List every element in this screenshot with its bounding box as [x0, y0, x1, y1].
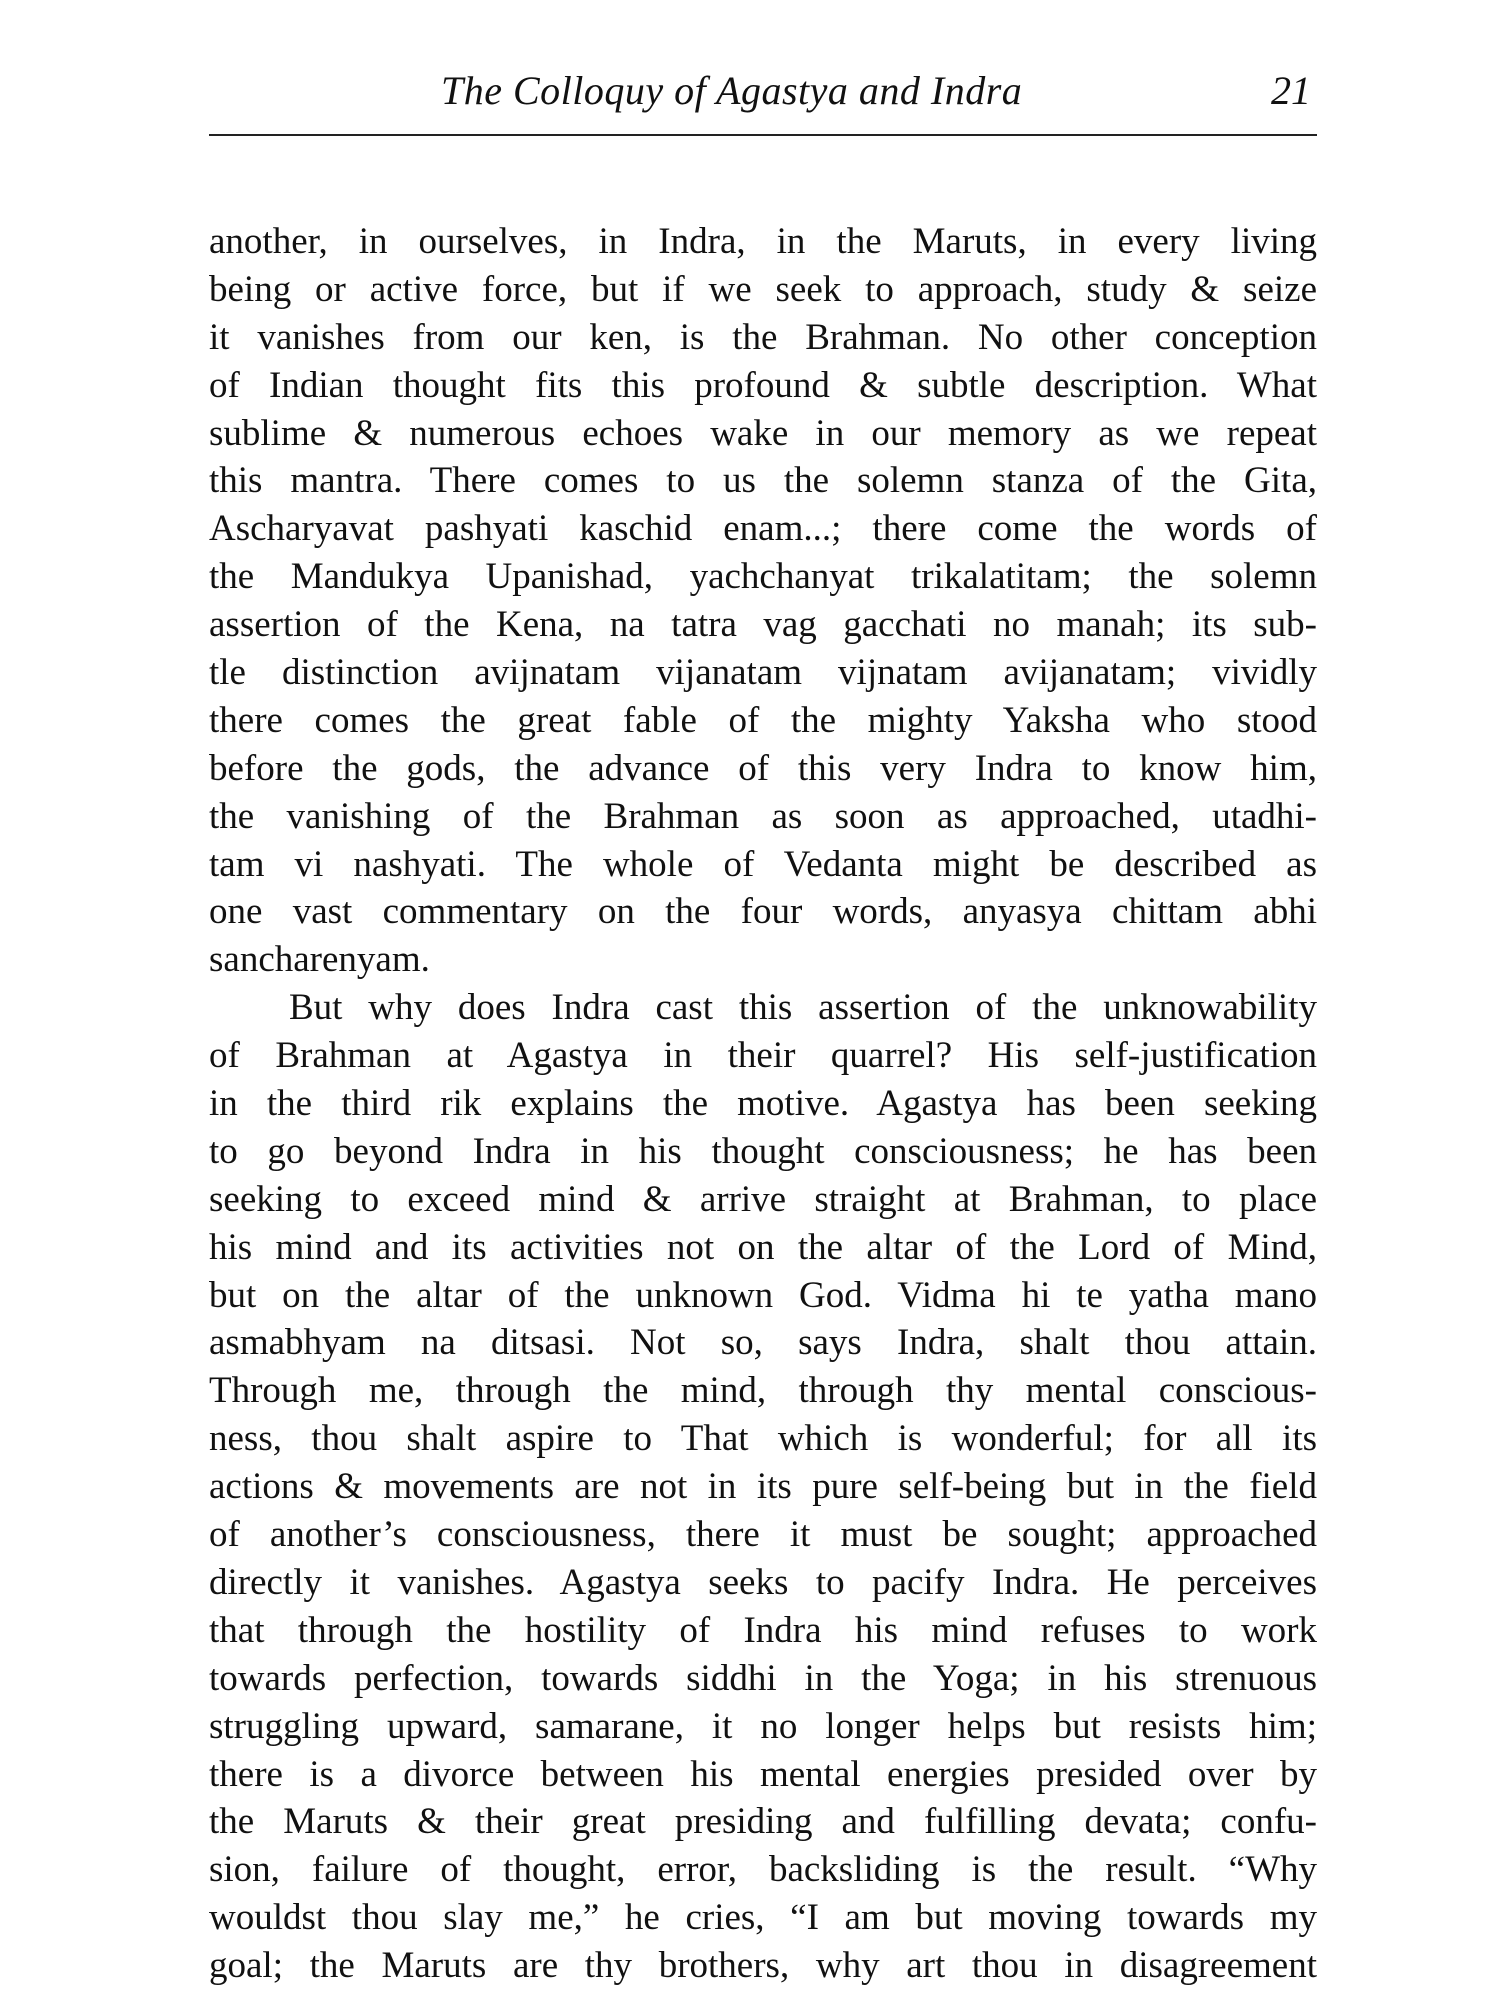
- text-line: sublime & numerous echoes wake in our memory as we repeat: [209, 412, 1317, 454]
- text-line: another, in ourselves, in Indra, in the Maruts, in every living: [209, 221, 1317, 262]
- text-line: being or active force, but if we seek to approach, study & seize: [209, 268, 1317, 310]
- text-line: of Brahman at Agastya in their quarrel? His self-justification: [209, 1035, 1317, 1077]
- text-line: that through the hostility of Indra his mind refuses to work: [209, 1609, 1317, 1651]
- text-line: assertion of the Kena, na tatra vag gacchati no manah; its sub-: [209, 604, 1317, 646]
- text-line: towards perfection, towards siddhi in the Yoga; in his strenuous: [209, 1657, 1317, 1699]
- text-line: to go beyond Indra in his thought consciousness; he has been: [209, 1130, 1317, 1172]
- text-line: asmabhyam na ditsasi. Not so, says Indra, shalt thou attain.: [209, 1322, 1317, 1364]
- text-line: But why does Indra cast this assertion of the unknowability: [289, 987, 1317, 1029]
- text-line: struggling upward, samarane, it no longer helps but resists him;: [209, 1705, 1317, 1747]
- text-line: sion, failure of thought, error, backsliding is the result. “Why: [209, 1849, 1317, 1891]
- text-line: the vanishing of the Brahman as soon as approached, utadhi-: [209, 795, 1317, 837]
- text-line: directly it vanishes. Agastya seeks to pacify Indra. He perceives: [209, 1561, 1317, 1603]
- text-line: ness, thou shalt aspire to That which is wonderful; for all its: [209, 1418, 1317, 1460]
- text-line: in the third rik explains the motive. Agastya has been seeking: [209, 1083, 1317, 1125]
- text-line: the Maruts & their great presiding and fulfilling devata; confu-: [209, 1801, 1317, 1843]
- text-line: tam vi nashyati. The whole of Vedanta might be described as: [209, 843, 1317, 885]
- text-line: it vanishes from our ken, is the Brahman. No other conception: [209, 316, 1317, 358]
- paragraph-1: [209, 218, 1317, 984]
- paragraph-2: [209, 984, 1317, 1990]
- text-line: of Indian thought fits this profound & subtle description. What: [209, 364, 1317, 406]
- text-line: sancharenyam.: [209, 939, 430, 981]
- text-line: wouldst thou slay me,” he cries, “I am but moving towards my: [209, 1897, 1317, 1939]
- text-line: Through me, through the mind, through thy mental conscious-: [209, 1370, 1317, 1412]
- text-line: actions & movements are not in its pure self-being but in the field: [209, 1466, 1317, 1508]
- text-line: before the gods, the advance of this very Indra to know him,: [209, 747, 1317, 789]
- text-line: of another’s consciousness, there it must be sought; approached: [209, 1514, 1317, 1556]
- text-line: tle distinction avijnatam vijanatam vijnatam avijanatam; vividly: [209, 652, 1317, 694]
- text-line: the Mandukya Upanishad, yachchanyat trikalatitam; the solemn: [209, 556, 1317, 598]
- running-head: [209, 66, 1317, 116]
- text-line: Ascharyavat pashyati kaschid enam...; there come the words of: [209, 508, 1317, 550]
- text-line: but on the altar of the unknown God. Vidma hi te yatha mano: [209, 1274, 1317, 1316]
- text-line: there comes the great fable of the mighty Yaksha who stood: [209, 699, 1317, 741]
- text-line: there is a divorce between his mental energies presided over by: [209, 1753, 1317, 1795]
- header-rule: [209, 134, 1317, 136]
- chapter-title: The Colloquy of Agastya and Indra: [441, 68, 1023, 113]
- text-line: seeking to exceed mind & arrive straight at Brahman, to place: [209, 1178, 1317, 1220]
- text-line: one vast commentary on the four words, anyasya chittam abhi: [209, 891, 1317, 933]
- text-line: this mantra. There comes to us the solemn stanza of the Gita,: [209, 460, 1317, 502]
- text-line: goal; the Maruts are thy brothers, why art thou in disagreement: [209, 1945, 1317, 1987]
- page-number: 21: [1271, 68, 1311, 113]
- body-text: [209, 218, 1317, 1990]
- text-line: his mind and its activities not on the altar of the Lord of Mind,: [209, 1226, 1317, 1268]
